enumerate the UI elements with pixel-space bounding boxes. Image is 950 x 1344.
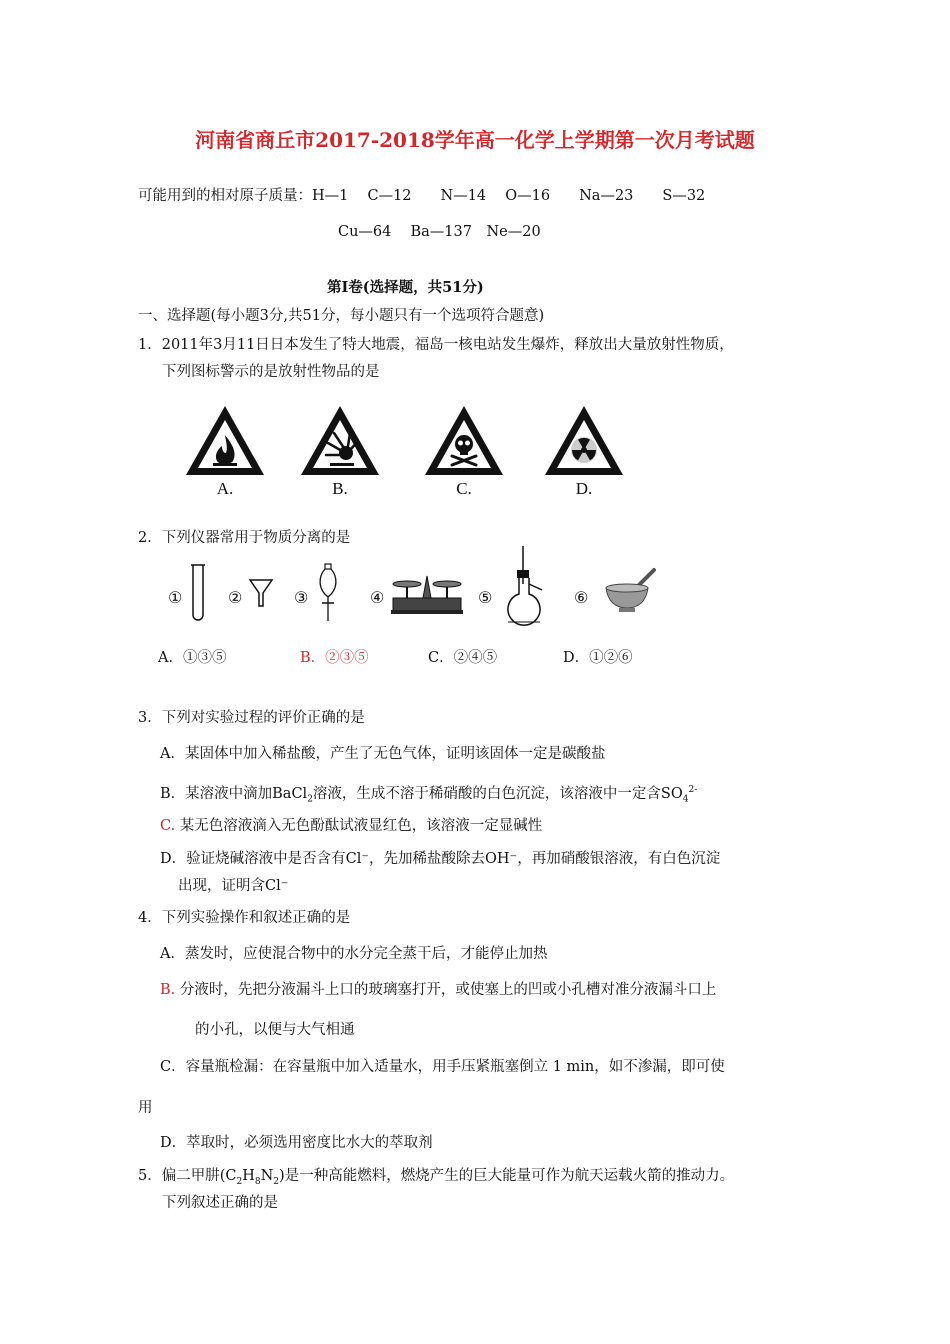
test-tube-icon [188, 563, 208, 625]
q5-stem-line-1: 5．偏二甲肼$(C_2H_8N_2)$是一种高能燃料，燃烧产生的巨大能量可作为航天运载火箭的推动力。 [138, 1168, 735, 1187]
q4-option-b-line-2: 的小孔，以便与大气相通 [195, 1022, 355, 1038]
funnel-icon [248, 578, 274, 608]
radiation-icon [542, 403, 626, 479]
distillation-flask-icon [500, 544, 556, 628]
skull-crossbones-icon [422, 403, 506, 479]
q2-option-b: B．②③⑤ [300, 650, 369, 666]
sign-label: B. [332, 479, 348, 498]
q1-stem-line-1: 1．2011年3月11日日本发生了特大地震，福岛一核电站发生爆炸，释放出大量放射性物质， [138, 337, 734, 353]
apparatus-label-6: ⑥ [574, 588, 589, 607]
flame-icon [183, 403, 267, 479]
separatory-funnel-icon [314, 563, 342, 625]
balance-icon [389, 570, 465, 616]
q3-stem: 3．下列对实验过程的评价正确的是 [138, 710, 365, 726]
sign-label: A. [216, 479, 234, 498]
q3-option-b: B．某溶液中滴加BaCl$_2$溶液，生成不溶于稀硝酸的白色沉淀，该溶液中一定含$SO_4^{2-}$ [160, 785, 698, 805]
sign-label: D. [575, 479, 593, 498]
part-heading: 一、选择题(每小题3分,共51分，每小题只有一个选项符合题意) [138, 308, 545, 324]
q3-option-a: A．某固体中加入稀盐酸，产生了无色气体，证明该固体一定是碳酸盐 [160, 746, 606, 762]
page-title: 河南省商丘市2017-2018学年高一化学上学期第一次月考试题 [195, 128, 755, 152]
apparatus-label-3: ③ [294, 588, 309, 607]
q4-option-c-line-2: 用 [138, 1100, 153, 1116]
q1-stem-line-2: 下列图标警示的是放射性物品的是 [162, 364, 380, 380]
q3-option-c: C. 某无色溶液滴入无色酚酞试液显红色，该溶液一定显碱性 [160, 818, 543, 834]
q3-option-d-line-2: 出现，证明含Cl⁻ [178, 878, 289, 894]
q3-option-d-line-1: D．验证烧碱溶液中是否含有Cl⁻，先加稀盐酸除去OH⁻，再加硝酸银溶液，有白色沉淀 [160, 851, 721, 867]
section-heading: 第Ⅰ卷(选择题，共51分) [327, 279, 484, 296]
apparatus-label-4: ④ [370, 588, 385, 607]
q4-option-d: D．萃取时，必须选用密度比水大的萃取剂 [160, 1135, 433, 1151]
q2-option-d: D．①②⑥ [563, 650, 633, 666]
apparatus-label-5: ⑤ [478, 588, 493, 607]
q4-option-c-line-1: C．容量瓶检漏：在容量瓶中加入适量水，用手压紧瓶塞倒立 1 min，如不渗漏，即可使 [160, 1059, 725, 1075]
sign-option-b [298, 403, 382, 499]
sign-option-c [422, 403, 506, 499]
apparatus-label-1: ① [168, 588, 183, 607]
q4-option-b-line-1: B. 分液时，先把分液漏斗上口的玻璃塞打开，或使塞上的凹或小孔槽对准分液漏斗口上 [160, 982, 717, 998]
apparatus-label-2: ② [228, 588, 243, 607]
atomic-mass-line-1: 可能用到的相对原子质量：H—1 C—12 N—14 O—16 Na—23 S—32 [138, 188, 706, 204]
atomic-mass-line-2: Cu—64 Ba—137 Ne—20 [338, 224, 541, 240]
q4-option-a: A．蒸发时，应使混合物中的水分完全蒸干后，才能停止加热 [160, 946, 548, 962]
sign-label: C. [456, 479, 472, 498]
q4-stem: 4．下列实验操作和叙述正确的是 [138, 910, 351, 926]
sign-option-a [183, 403, 267, 499]
q2-stem: 2．下列仪器常用于物质分离的是 [138, 530, 351, 546]
mortar-pestle-icon [602, 566, 660, 614]
q5-stem-line-2: 下列叙述正确的是 [162, 1195, 278, 1211]
explosion-icon [298, 403, 382, 479]
q2-option-a: A．①③⑤ [158, 650, 227, 666]
q2-option-c: C．②④⑤ [428, 650, 498, 666]
sign-option-d [542, 403, 626, 499]
